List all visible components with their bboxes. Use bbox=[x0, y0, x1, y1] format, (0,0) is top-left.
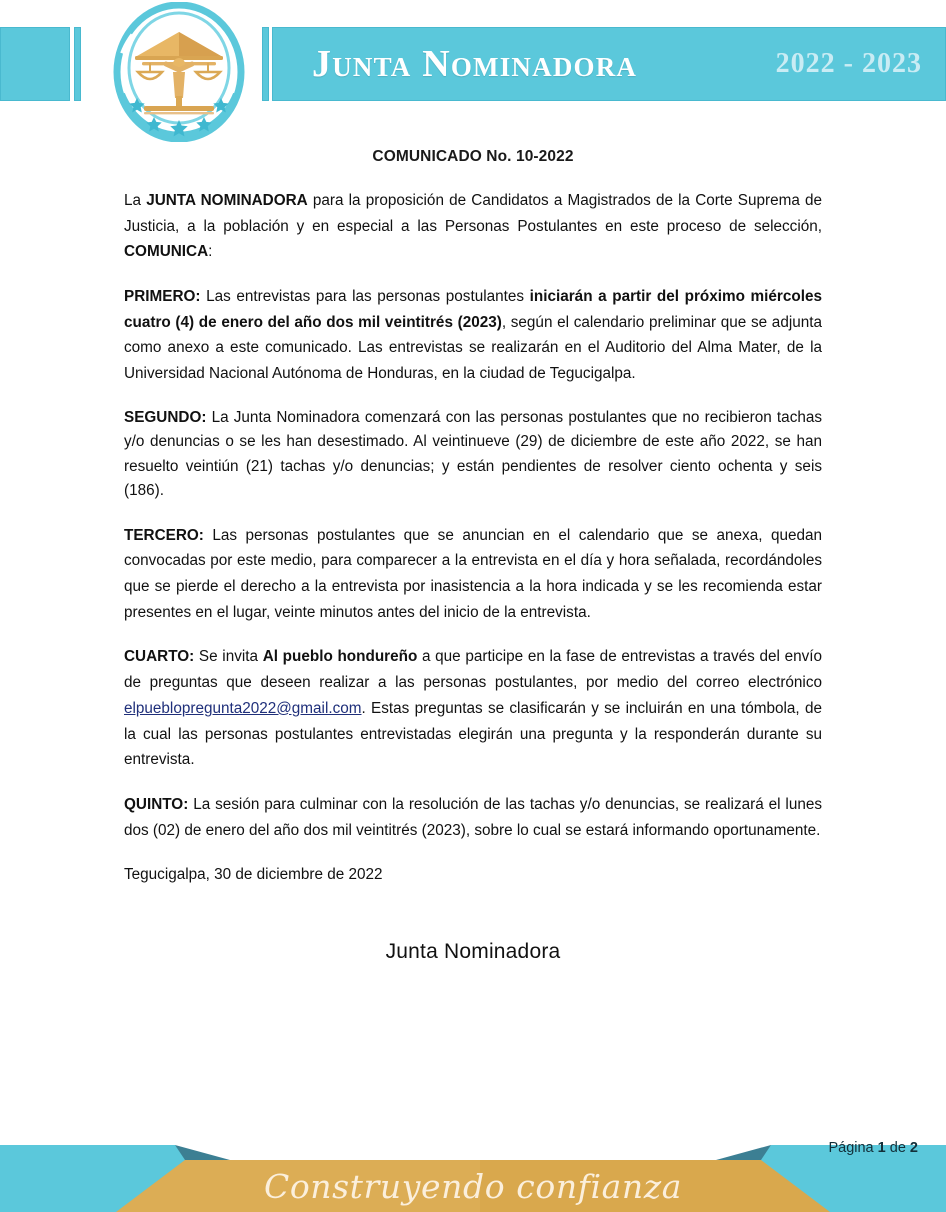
paragraph-segundo bbox=[124, 406, 822, 504]
primero-lead: PRIMERO: bbox=[124, 288, 201, 306]
cuarto-lead: CUARTO: bbox=[124, 648, 195, 666]
header-left-accent-tick bbox=[74, 27, 81, 101]
quinto-text: La sesión para culminar con la resolución de las tachas y/o denuncias, se realizará el lunes dos (02) de enero del año dos mil veintitrés (2023), sobre lo cual se estará informando oportunamente. bbox=[124, 795, 822, 839]
cuarto-text-1: Se invita bbox=[194, 648, 263, 666]
document-header bbox=[0, 0, 946, 140]
paragraph-primero bbox=[124, 284, 822, 387]
header-title-bar bbox=[272, 27, 946, 101]
header-period: 2022 - 2023 bbox=[775, 48, 922, 79]
segundo-text: La Junta Nominadora comenzará con las personas postulantes que no recibieron tachas y/o denuncias o se les han desestimado. Al veintinueve (29) de diciembre de este año 2022, se han resuelto veintiún (21) tachas y/o denuncias; y están pendientes de resolver ciento ochenta y seis (186). bbox=[124, 408, 822, 500]
quinto-lead: QUINTO: bbox=[124, 795, 189, 813]
document-footer bbox=[0, 1120, 946, 1212]
page-current: 1 bbox=[877, 1140, 886, 1156]
cuarto-bold-pueblo: Al pueblo hondureño bbox=[262, 648, 418, 666]
header-title: Junta Nominadora bbox=[312, 43, 638, 85]
intro-bold-junta: JUNTA NOMINADORA bbox=[146, 192, 308, 209]
page-label: Página bbox=[828, 1140, 878, 1156]
comunicado-title: COMUNICADO No. 10-2022 bbox=[372, 148, 574, 165]
place-and-date: Tegucigalpa, 30 de diciembre de 2022 bbox=[124, 866, 383, 884]
primero-bold-date: iniciarán a partir del próximo miércoles cuatro (4) de enero del año dos mil veintitrés (2023) bbox=[124, 288, 822, 331]
header-left-accent-bar bbox=[0, 27, 70, 101]
page-total: 2 bbox=[909, 1140, 918, 1156]
page-separator: de bbox=[885, 1140, 910, 1156]
email-link[interactable]: elpueblopregunta2022@gmail.com bbox=[124, 699, 362, 717]
footer-slogan: Construyendo confianza bbox=[263, 1167, 683, 1206]
paragraph-quinto bbox=[124, 792, 822, 843]
segundo-lead: SEGUNDO: bbox=[124, 408, 207, 426]
signature-block: Junta Nominadora bbox=[385, 939, 561, 963]
tercero-text: Las personas postulantes que se anuncian en el calendario que se anexa, quedan convocadas por este medio, para comparecer a la entrevista en el día y hora señalada, recordándoles que se pierde el derecho a la entrevista por inasistencia a la hora indicada y se les recomienda estar presentes en el lugar, veinte minutos antes del inicio de la entrevista. bbox=[124, 526, 822, 621]
intro-bold-comunica: COMUNICA bbox=[124, 243, 209, 261]
intro-text-before: La bbox=[124, 192, 147, 209]
intro-text-middle: para la proposición de Candidatos a Magistrados de la Corte Suprema de Justicia, a la población y en especial a las Personas Postulantes en este proceso de selección, bbox=[124, 192, 823, 235]
cuarto-text-3: . Estas preguntas se clasificarán y se incluirán en una tómbola, de la cual las personas postulantes entrevistadas elegirán una pregunta y la responderán durante su entrevista. bbox=[124, 699, 822, 769]
primero-text-1: Las entrevistas para las personas postulantes bbox=[200, 288, 530, 306]
paragraph-intro bbox=[124, 188, 822, 265]
footer-ribbon-graphic bbox=[0, 1120, 946, 1212]
cuarto-text-2: a que participe en la fase de entrevistas a través del envío de preguntas que deseen realizar a las personas postulantes, por medio del correo electrónico bbox=[124, 648, 822, 692]
footer-page-number bbox=[828, 1140, 918, 1156]
paragraph-cuarto bbox=[124, 644, 822, 772]
tercero-lead: TERCERO: bbox=[124, 526, 204, 544]
document-body bbox=[124, 148, 822, 964]
paragraph-tercero bbox=[124, 523, 822, 626]
header-title-accent-tick bbox=[262, 27, 269, 101]
junta-nominadora-emblem-icon bbox=[104, 2, 254, 142]
primero-text-2: , según el calendario preliminar que se adjunta como anexo a este comunicado. Las entrevistas se realizarán en el Auditorio del Alma Mater, de la Universidad Nacional Autónoma de Honduras, en la ciudad de Tegucigalpa. bbox=[124, 313, 822, 383]
intro-text-after: : bbox=[208, 243, 213, 261]
